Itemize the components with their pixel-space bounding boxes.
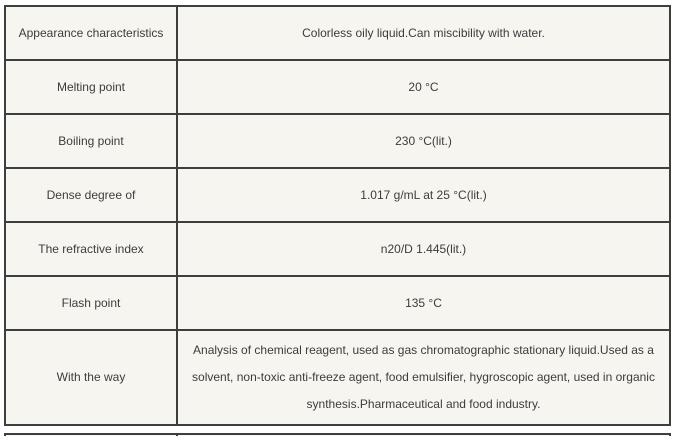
property-value-cell: 230 °C(lit.) (177, 114, 670, 168)
property-name-cell: Appearance characteristics (5, 6, 177, 60)
property-value-cell: Colorless oily liquid.Can miscibility with water. (177, 6, 670, 60)
table-row (5, 168, 670, 222)
table-row (5, 276, 670, 330)
property-name-cell: With the way (5, 330, 177, 425)
property-value-cell: 20 °C (177, 60, 670, 114)
property-value-cell: 1.017 g/mL at 25 °C(lit.) (177, 168, 670, 222)
property-name-cell: Boiling point (5, 114, 177, 168)
table-row (5, 114, 670, 168)
table-row (5, 6, 670, 60)
property-name-cell: Dense degree of (5, 168, 177, 222)
table-row (5, 330, 670, 425)
properties-table (4, 5, 671, 426)
property-value-cell: n20/D 1.445(lit.) (177, 222, 670, 276)
table-row (5, 222, 670, 276)
property-name-cell: The refractive index (5, 222, 177, 276)
property-name-cell: Flash point (5, 276, 177, 330)
property-name-cell: Melting point (5, 60, 177, 114)
table-row (5, 60, 670, 114)
property-value-cell: 135 °C (177, 276, 670, 330)
property-value-cell: Analysis of chemical reagent, used as gas chromatographic stationary liquid.Used as a solvent, non-toxic anti-freeze agent, food emulsifier, hygroscopic agent, used in organic synthesis.Pharmaceutical and food industry. (177, 330, 670, 425)
